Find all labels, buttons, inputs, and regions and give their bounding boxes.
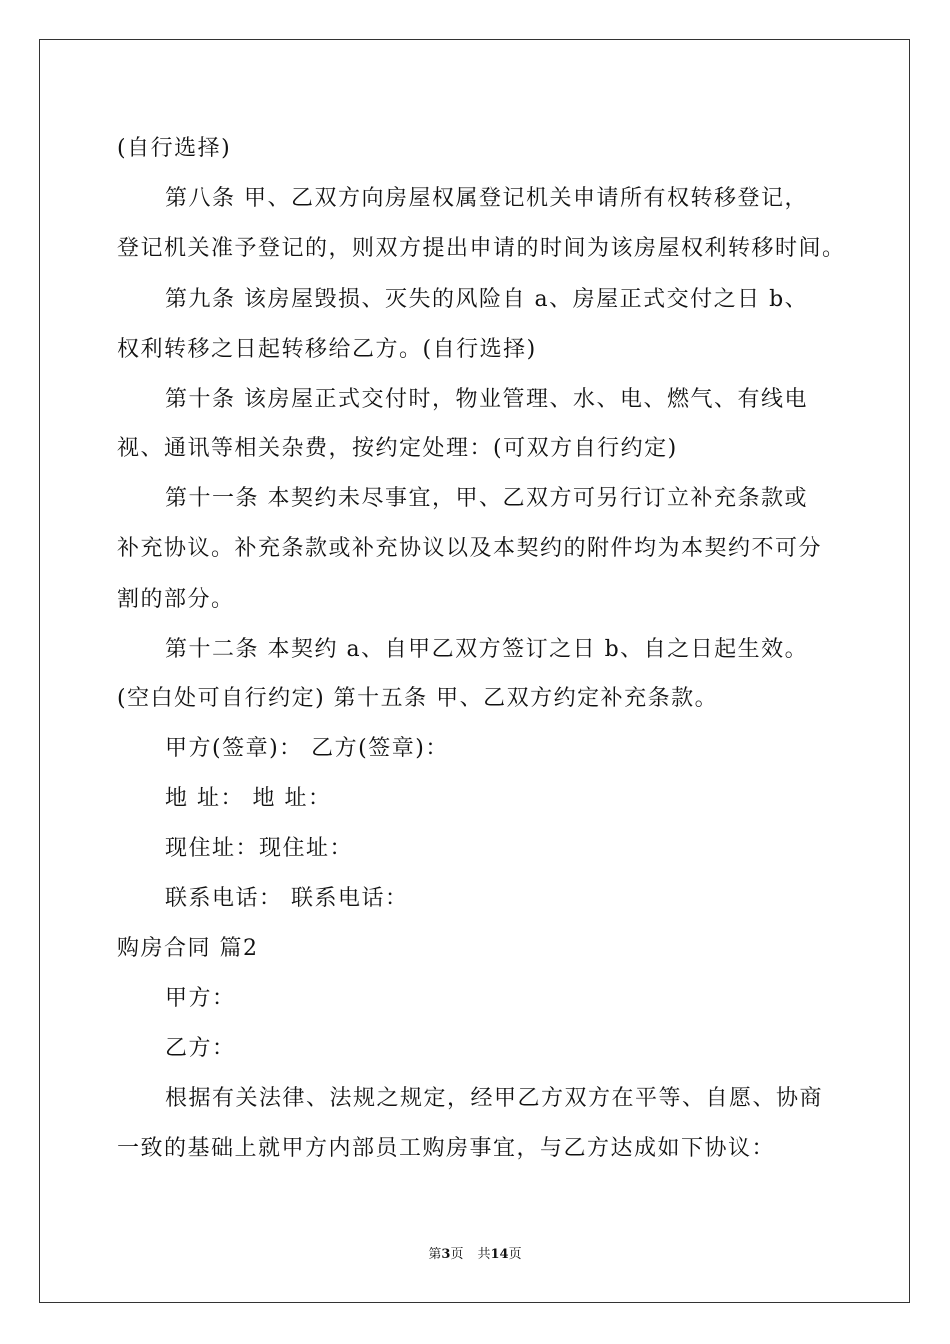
total-prefix: 共 [477,1247,491,1262]
text-line: 一致的基础上就甲方内部员工购房事宜，与乙方达成如下协议： [117,1136,776,1161]
section-heading: 购房合同 篇2 [117,936,259,961]
text-line: 权利转移之日起转移给乙方。(自行选择) [117,337,537,362]
page-border [39,39,910,1303]
party-b-line: 乙方： [165,1036,236,1061]
current-address-line: 现住址：现住址： [165,836,354,861]
party-a-line: 甲方： [165,986,236,1011]
signature-line: 甲方(签章)： 乙方(签章)： [165,736,449,761]
paragraph-article-8: 第八条 甲、乙双方向房屋权属登记机关申请所有权转移登记， [165,186,808,211]
total-suffix: 页 [508,1247,522,1262]
page-suffix: 页 [450,1247,464,1262]
paragraph-article-11: 第十一条 本契约未尽事宜，甲、乙双方可另行订立补充条款或 [165,486,808,511]
text-line: 补充协议。补充条款或补充协议以及本契约的附件均为本契约不可分 [117,536,823,561]
total-pages: 14 [490,1247,509,1262]
page-footer [0,1247,950,1263]
paragraph-article-10: 第十条 该房屋正式交付时，物业管理、水、电、燃气、有线电 [165,387,808,412]
phone-line: 联系电话： 联系电话： [165,886,409,911]
paragraph-article-9: 第九条 该房屋毁损、灭失的风险自 a、房屋正式交付之日 b、 [165,287,809,312]
text-line: 视、通讯等相关杂费，按约定处理：(可双方自行约定) [117,436,678,461]
paragraph-article-12: 第十二条 本契约 a、自甲乙双方签订之日 b、自之日起生效。 [165,637,809,662]
text-line: 割的部分。 [117,587,235,612]
text-line: 登记机关准予登记的，则双方提出申请的时间为该房屋权利转移时间。 [117,236,846,261]
page-number: 3 [441,1247,451,1262]
paragraph-preamble: 根据有关法律、法规之规定，经甲乙方双方在平等、自愿、协商 [165,1086,824,1111]
text-line: (空白处可自行约定) 第十五条 甲、乙双方约定补充条款。 [117,686,719,711]
address-line: 地 址： 地 址： [165,786,332,811]
page-prefix: 第 [428,1247,442,1262]
text-line: (自行选择) [117,136,232,161]
